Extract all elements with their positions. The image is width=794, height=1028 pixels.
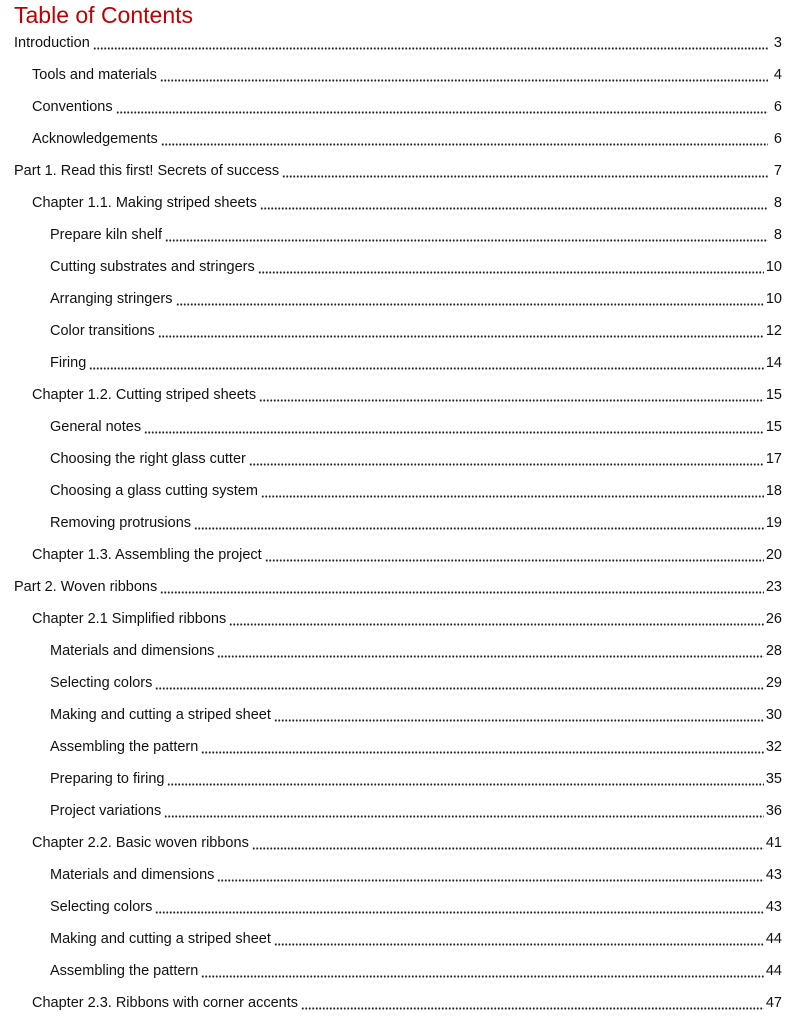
toc-entry-text: Chapter 2.3. Ribbons with corner accents	[32, 995, 298, 1011]
toc-entry[interactable]	[0, 827, 794, 859]
toc-entry[interactable]	[0, 379, 794, 411]
dot-leader	[194, 516, 764, 530]
toc-entry-text: Chapter 1.1. Making striped sheets	[32, 195, 257, 211]
toc-page-number: 6	[773, 99, 782, 115]
toc-entry-text: Removing protrusions	[50, 515, 192, 531]
dot-leader	[155, 676, 764, 690]
toc-entry-text: Tools and materials	[32, 67, 157, 83]
toc-page-number: 23	[765, 579, 782, 595]
toc-page-number: 32	[765, 739, 782, 755]
toc-entry[interactable]	[0, 955, 794, 987]
toc-entry[interactable]	[0, 251, 794, 283]
toc-page-number: 26	[765, 611, 782, 627]
toc-entry-text: Assembling the pattern	[50, 739, 199, 755]
toc-entry[interactable]	[0, 891, 794, 923]
toc-page-number: 30	[765, 707, 782, 723]
dot-leader	[265, 548, 764, 562]
toc-page-number: 3	[773, 35, 782, 51]
dot-leader	[158, 324, 764, 338]
toc-entry[interactable]	[0, 411, 794, 443]
toc-entry[interactable]	[0, 859, 794, 891]
toc-entry[interactable]	[0, 443, 794, 475]
toc-page-number: 36	[765, 803, 782, 819]
dot-leader	[155, 900, 764, 914]
toc-entry-text: Selecting colors	[50, 675, 153, 691]
toc-page-number: 44	[765, 963, 782, 979]
toc-page-number: 28	[765, 643, 782, 659]
toc-entry[interactable]	[0, 731, 794, 763]
toc-entry-text: Acknowledgements	[32, 131, 158, 147]
toc-page-number: 10	[765, 259, 782, 275]
toc-page-number: 6	[773, 131, 782, 147]
toc-page-number: 17	[765, 451, 782, 467]
toc-entry-text: Selecting colors	[50, 899, 153, 915]
dot-leader	[93, 36, 768, 50]
dot-leader	[260, 196, 768, 210]
toc-entry[interactable]	[0, 699, 794, 731]
toc-entry-text: Assembling the pattern	[50, 963, 199, 979]
toc-entry[interactable]	[0, 763, 794, 795]
toc-entry-text: Materials and dimensions	[50, 643, 215, 659]
dot-leader	[161, 132, 768, 146]
toc-entry-text: Conventions	[32, 99, 113, 115]
dot-leader	[165, 228, 768, 242]
dot-leader	[167, 772, 763, 786]
toc-page-number: 15	[765, 387, 782, 403]
dot-leader	[252, 836, 764, 850]
toc-page-number: 35	[765, 771, 782, 787]
toc-page-number: 15	[765, 419, 782, 435]
toc-entry-text: Making and cutting a striped sheet	[50, 931, 271, 947]
toc-entry[interactable]	[0, 507, 794, 539]
toc-entry[interactable]	[0, 219, 794, 251]
dot-leader	[259, 388, 764, 402]
toc-entry-text: Firing	[50, 355, 87, 371]
toc-entry-text: Prepare kiln shelf	[50, 227, 163, 243]
toc-page-number: 19	[765, 515, 782, 531]
dot-leader	[258, 260, 764, 274]
dot-leader	[217, 868, 763, 882]
toc-entry[interactable]	[0, 59, 794, 91]
toc-page-number: 43	[765, 867, 782, 883]
dot-leader	[217, 644, 763, 658]
dot-leader	[229, 612, 764, 626]
toc-entry-text: Arranging stringers	[50, 291, 173, 307]
dot-leader	[164, 804, 764, 818]
toc-entry[interactable]	[0, 603, 794, 635]
toc-entry-text: Introduction	[14, 35, 90, 51]
dot-leader	[274, 708, 764, 722]
dot-leader	[176, 292, 764, 306]
toc-page-number: 18	[765, 483, 782, 499]
toc-page-number: 4	[773, 67, 782, 83]
toc-title: Table of Contents	[14, 2, 194, 28]
toc-entry-text: Color transitions	[50, 323, 155, 339]
dot-leader	[282, 164, 768, 178]
toc-entry-text: Part 1. Read this first! Secrets of success	[14, 163, 280, 179]
dot-leader	[160, 580, 764, 594]
toc-entry[interactable]	[0, 27, 794, 59]
toc-entry-text: Chapter 2.1 Simplified ribbons	[32, 611, 227, 627]
toc-entry[interactable]	[0, 667, 794, 699]
toc-entry-text: Part 2. Woven ribbons	[14, 579, 158, 595]
toc-page-number: 47	[765, 995, 782, 1011]
toc-entry[interactable]	[0, 283, 794, 315]
toc-entry[interactable]	[0, 315, 794, 347]
toc-entry[interactable]	[0, 923, 794, 955]
dot-leader	[261, 484, 764, 498]
toc-entry-text: Cutting substrates and stringers	[50, 259, 255, 275]
toc-page-number: 44	[765, 931, 782, 947]
toc-page-number: 10	[765, 291, 782, 307]
dot-leader	[301, 996, 764, 1010]
toc-entry[interactable]	[0, 987, 794, 1019]
toc-entry[interactable]	[0, 123, 794, 155]
toc-entry[interactable]	[0, 91, 794, 123]
dot-leader	[89, 356, 764, 370]
dot-leader	[144, 420, 764, 434]
toc-page-number: 14	[765, 355, 782, 371]
toc-page-number: 8	[773, 227, 782, 243]
toc-page-number: 20	[765, 547, 782, 563]
toc-list	[0, 27, 794, 1019]
toc-page-number: 7	[773, 163, 782, 179]
dot-leader	[201, 740, 764, 754]
dot-leader	[249, 452, 764, 466]
toc-page-number: 12	[765, 323, 782, 339]
dot-leader	[160, 68, 768, 82]
toc-entry-text: Chapter 1.2. Cutting striped sheets	[32, 387, 257, 403]
dot-leader	[201, 964, 764, 978]
toc-entry-text: General notes	[50, 419, 142, 435]
toc-entry[interactable]	[0, 795, 794, 827]
toc-entry[interactable]	[0, 571, 794, 603]
toc-entry-text: Preparing to firing	[50, 771, 165, 787]
toc-entry-text: Chapter 1.3. Assembling the project	[32, 547, 262, 563]
toc-entry[interactable]	[0, 539, 794, 571]
toc-page-number: 29	[765, 675, 782, 691]
toc-entry[interactable]	[0, 635, 794, 667]
toc-entry-text: Chapter 2.2. Basic woven ribbons	[32, 835, 249, 851]
toc-page-number: 43	[765, 899, 782, 915]
toc-page-number: 41	[765, 835, 782, 851]
toc-entry-text: Materials and dimensions	[50, 867, 215, 883]
dot-leader	[274, 932, 764, 946]
toc-entry[interactable]	[0, 187, 794, 219]
toc-entry[interactable]	[0, 155, 794, 187]
toc-entry[interactable]	[0, 475, 794, 507]
toc-entry-text: Choosing a glass cutting system	[50, 483, 258, 499]
toc-entry[interactable]	[0, 347, 794, 379]
toc-entry-text: Project variations	[50, 803, 162, 819]
toc-entry-text: Making and cutting a striped sheet	[50, 707, 271, 723]
toc-entry-text: Choosing the right glass cutter	[50, 451, 246, 467]
toc-page-number: 8	[773, 195, 782, 211]
dot-leader	[116, 100, 768, 114]
